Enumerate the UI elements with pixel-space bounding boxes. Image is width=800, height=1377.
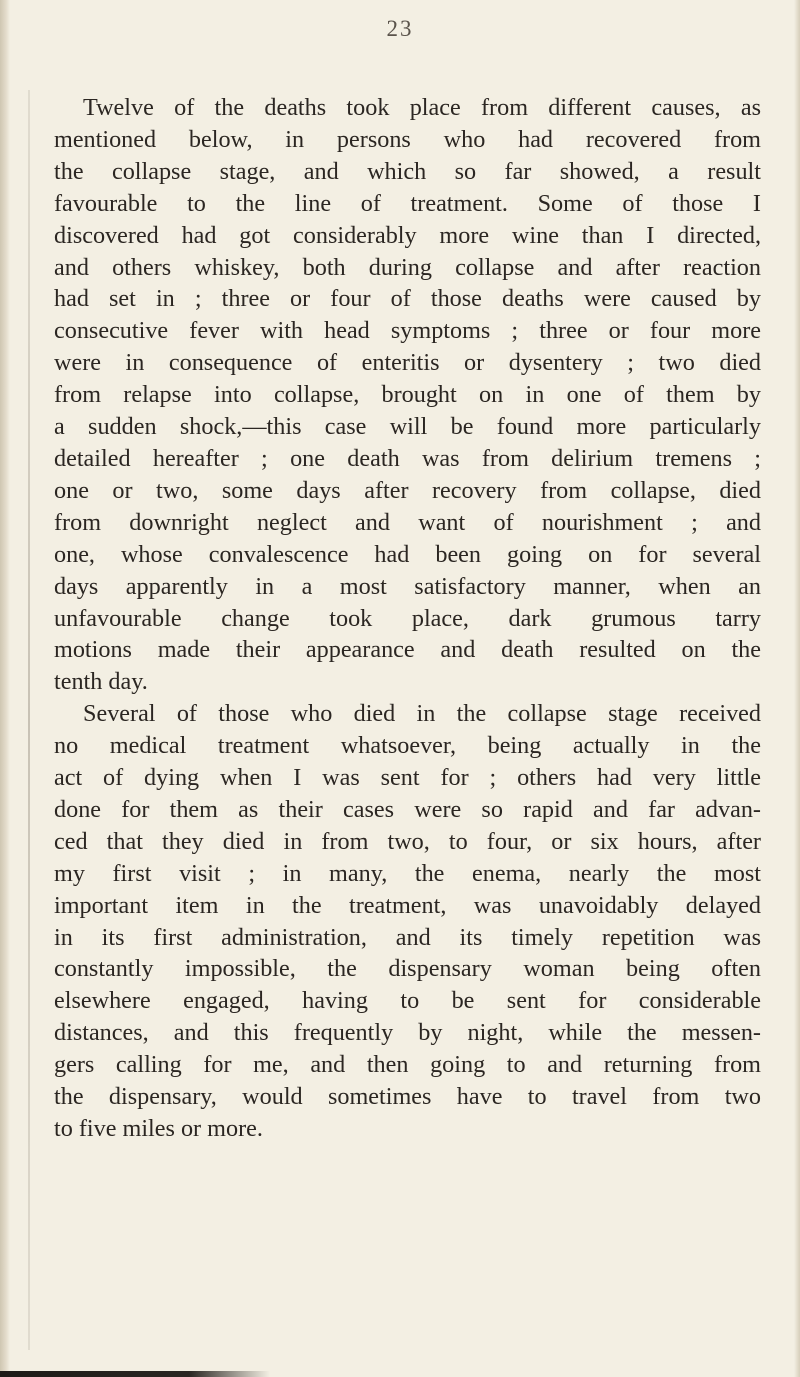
text-line: to five miles or more. — [54, 1115, 263, 1142]
text-line: Several of those who died in the collapse stage received — [83, 700, 761, 728]
body-text — [54, 92, 761, 1145]
page-right-edge — [794, 0, 800, 1377]
text-line: elsewhere engaged, having to be sent for considerable — [54, 987, 761, 1015]
page-number: 23 — [386, 16, 414, 41]
text-line: gers calling for me, and then going to and returning from — [54, 1051, 761, 1079]
text-line: from relapse into collapse, brought on in one of them by — [54, 381, 761, 409]
binding-shadow — [28, 90, 30, 1350]
text-line: one or two, some days after recovery from collapse, died — [54, 476, 761, 504]
scan-edge-mark — [0, 1371, 270, 1377]
text-line: distances, and this frequently by night, while the messen- — [54, 1019, 761, 1047]
text-line: done for them as their cases were so rapid and far advan- — [54, 795, 761, 823]
text-line: unfavourable change took place, dark grumous tarry — [54, 604, 761, 632]
text-line: tenth day. — [54, 668, 148, 696]
text-line: days apparently in a most satisfactory manner, when an — [54, 572, 761, 600]
page-left-edge — [0, 0, 10, 1377]
text-line: constantly impossible, the dispensary woman being often — [54, 955, 761, 983]
paragraph-1 — [54, 92, 761, 698]
text-line: act of dying when I was sent for ; others had very little — [54, 764, 761, 792]
text-line: were in consequence of enteritis or dysentery ; two died — [54, 349, 761, 377]
text-line: from downright neglect and want of nourishment ; and — [54, 508, 761, 536]
text-line: Twelve of the deaths took place from different causes, as — [83, 94, 761, 121]
text-line: detailed hereafter ; one death was from delirium tremens ; — [54, 444, 761, 472]
text-line: had set in ; three or four of those deaths were caused by — [54, 285, 761, 313]
paragraph-2 — [54, 698, 761, 1145]
text-line: consecutive fever with head symptoms ; three or four more — [54, 317, 761, 345]
text-line: important item in the treatment, was unavoidably delayed — [54, 891, 761, 919]
text-line: the dispensary, would sometimes have to travel from two — [54, 1083, 761, 1111]
text-line: the collapse stage, and which so far showed, a result — [54, 157, 761, 185]
text-line: ced that they died in from two, to four, or six hours, after — [54, 827, 761, 855]
text-line: mentioned below, in persons who had recovered from — [54, 125, 761, 153]
text-line: discovered had got considerably more wine than I directed, — [54, 221, 761, 249]
text-line: one, whose convalescence had been going on for several — [54, 540, 761, 568]
text-line: favourable to the line of treatment. Some of those I — [54, 189, 761, 217]
text-line: in its first administration, and its timely repetition was — [54, 923, 761, 951]
text-line: a sudden shock,—this case will be found more particularly — [54, 413, 761, 441]
text-line: and others whiskey, both during collapse and after reaction — [54, 253, 761, 281]
text-line: motions made their appearance and death resulted on the — [54, 636, 761, 664]
text-line: no medical treatment whatsoever, being actually in the — [54, 732, 761, 760]
text-line: my first visit ; in many, the enema, nearly the most — [54, 859, 761, 887]
